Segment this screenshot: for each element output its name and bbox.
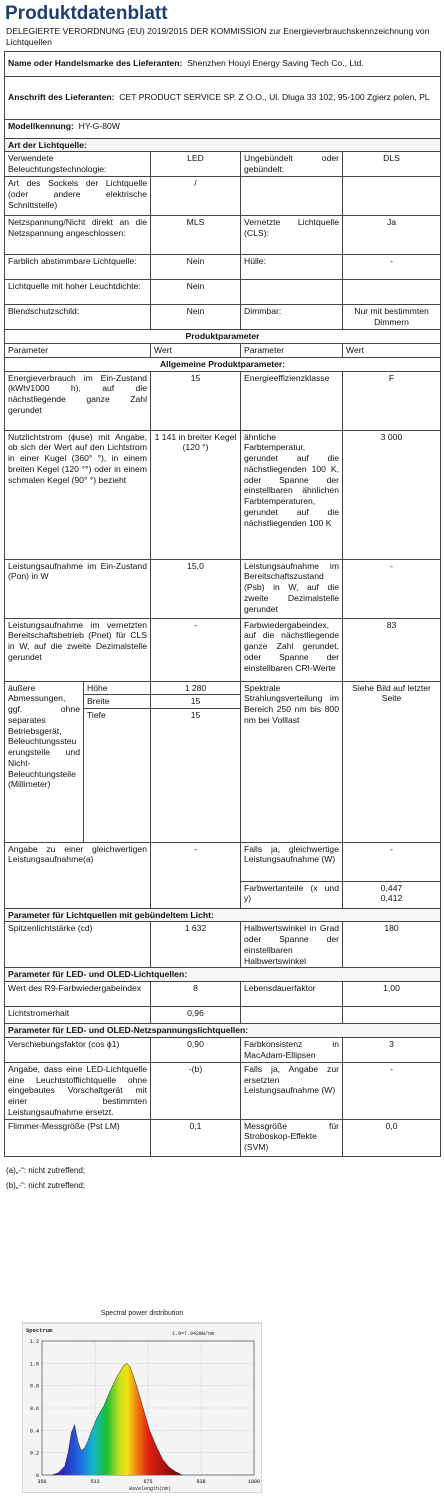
- table-row: [5, 559, 441, 618]
- general-params-header: Allgemeine Produktparameter:: [5, 357, 441, 371]
- param-value: 8: [151, 982, 241, 1007]
- param-value: 1 141 in breiter Kegel (120 °): [151, 430, 241, 559]
- model-label: Modellkennung:: [8, 120, 74, 131]
- led-header: Parameter für LED- und OLED-Lichtquellen:: [5, 968, 441, 982]
- param-value: 1 632: [151, 922, 241, 968]
- chart-annotation: 1.0=7.942mW/nm: [172, 1331, 215, 1337]
- param-label: [241, 177, 343, 216]
- param-label: Energieeffizienzklasse: [241, 371, 343, 430]
- model-value: HY-G-80W: [78, 120, 120, 131]
- param-label: Messgröße für Stroboskop-Effekte (SVM): [241, 1119, 343, 1156]
- param-label: Lichtstromerhalt: [5, 1007, 151, 1024]
- equivalent-value: -: [151, 842, 241, 908]
- type-section-header: Art der Lichtquelle:: [5, 138, 441, 152]
- table-row: [5, 177, 441, 216]
- depth-value: 15: [190, 710, 201, 721]
- chart-panel-label: Spectrum: [26, 1327, 53, 1334]
- param-value: [343, 280, 441, 305]
- param-value: 0,96: [151, 1007, 241, 1024]
- param-value: -: [343, 255, 441, 280]
- table-row: [5, 305, 441, 330]
- y-tick-label: 0: [35, 1473, 39, 1479]
- chart-title: Spectral power distribution: [100, 1310, 184, 1317]
- param-value: -: [343, 1062, 441, 1119]
- table-row: [5, 922, 441, 968]
- equivalent-label: Angabe zu einer gleichwertigen Leistungsaufnahme(a): [5, 842, 151, 908]
- param-label: Lebensdauerfaktor: [241, 982, 343, 1007]
- equivalent-value-2: -: [343, 842, 441, 881]
- height-value: 1 280: [151, 682, 240, 696]
- param-value: F: [343, 371, 441, 430]
- table-row: [5, 1007, 441, 1024]
- param-value: DLS: [343, 152, 441, 177]
- param-value: 0,90: [151, 1037, 241, 1062]
- footnotes: [6, 1163, 440, 1193]
- supplier-address-value: CET PRODUCT SERVICE SP. Z O.O., Ul. Dluga 33 102, 95-100 Zgierz polen, PL: [119, 92, 430, 103]
- param-value: Nein: [151, 255, 241, 280]
- param-label: Leistungsaufnahme im Bereitschaftszustand (Psb) in W, auf die zweite Dezimalstelle gerundet: [241, 559, 343, 618]
- directional-rows: [5, 922, 441, 968]
- supplier-name-value: Shenzhen Houyi Energy Saving Tech Co., Ltd.: [187, 58, 364, 69]
- param-value: Nein: [151, 305, 241, 330]
- led-rows: [5, 982, 441, 1024]
- x-tick-label: 350: [37, 1479, 47, 1485]
- equivalent-row: [5, 842, 441, 881]
- param-value: [343, 177, 441, 216]
- param-value: 15: [151, 371, 241, 430]
- param-label: Leistungsaufnahme im Ein-Zustand (Pon) in W: [5, 559, 151, 618]
- y-tick-label: 0.2: [29, 1450, 39, 1457]
- type-rows: [5, 152, 441, 330]
- table-row: [5, 430, 441, 559]
- dimensions-row: [5, 681, 441, 842]
- param-label: Falls ja, Angabe zur ersetzten Leistungsaufnahme (W): [241, 1062, 343, 1119]
- table-row: [5, 982, 441, 1007]
- footnote-a: (a)„-“: nicht zutreffend;: [6, 1165, 85, 1175]
- x-tick-label: 1000: [247, 1479, 261, 1485]
- param-value: -: [343, 559, 441, 618]
- x-tick-label: 675: [143, 1479, 153, 1485]
- data-sheet-table: [4, 51, 441, 1157]
- table-row: [5, 1037, 441, 1062]
- x-axis-label: Wavelength(nm): [128, 1486, 172, 1492]
- param-value: 0,1: [151, 1119, 241, 1156]
- chroma-y: 0,412: [380, 893, 403, 904]
- param-value: 0,0: [343, 1119, 441, 1156]
- param-value: Nur mit bestimmten Dimmern: [343, 305, 441, 330]
- y-tick-label: 0.8: [29, 1383, 39, 1390]
- chroma-label: Farbwertanteile (x und y): [241, 881, 343, 908]
- column-headers: Parameter Wert Parameter Wert: [5, 344, 441, 358]
- param-value: -(b): [151, 1062, 241, 1119]
- param-label: [241, 280, 343, 305]
- directional-header: Parameter für Lichtquellen mit gebündeltem Licht:: [5, 908, 441, 922]
- height-label: Höhe: [84, 682, 150, 696]
- equivalent-label-2: Falls ja, gleichwertige Leistungsaufnahme (W): [241, 842, 343, 881]
- supplier-address-row: [5, 76, 441, 119]
- depth-label: Tiefe: [87, 710, 106, 721]
- spectral-label: Spektrale Strahlungsverteilung im Bereich 250 nm bis 800 nm bei Volllast: [241, 681, 343, 842]
- param-value: Nein: [151, 280, 241, 305]
- table-row: [5, 1062, 441, 1119]
- width-label: Breite: [84, 695, 150, 709]
- param-value: 83: [343, 618, 441, 681]
- param-label: Hülle:: [241, 255, 343, 280]
- param-label: Energieverbrauch im Ein-Zustand (kWh/1000 h), auf die nächstliegende ganze Zahl gerundet: [5, 371, 151, 430]
- x-tick-label: 513: [90, 1479, 100, 1485]
- page-title: Produktdatenblatt: [5, 3, 168, 24]
- param-label: Halbwertswinkel in Grad oder Spanne der einstellbaren Halbwertswinkel: [241, 922, 343, 968]
- param-value: 180: [343, 922, 441, 968]
- param-label: Spitzenlichtstärke (cd): [5, 922, 151, 968]
- general-rows: [5, 371, 441, 681]
- param-value: -: [151, 618, 241, 681]
- table-row: [5, 280, 441, 305]
- y-tick-label: 1.2: [29, 1339, 39, 1345]
- product-data-sheet: [4, 0, 440, 1193]
- spectrum-chart: [22, 1303, 262, 1493]
- param-label: [241, 1007, 343, 1024]
- param-label: Ungebündelt oder gebündelt:: [241, 152, 343, 177]
- param-value: 15,0: [151, 559, 241, 618]
- spectral-value: Siehe Bild auf letzter Seite: [343, 681, 441, 842]
- param-label: Lichtquelle mit hoher Leuchtdichte:: [5, 280, 151, 305]
- param-label: Wert des R9-Farbwiedergabeindex: [5, 982, 151, 1007]
- param-label: Farbwiedergabeindex, auf die nächstliegende ganze Zahl gerundet, oder Spanne der einstellbaren CRI-Werte: [241, 618, 343, 681]
- footnote-b: (b)„-“: nicht zutreffend;: [6, 1180, 85, 1190]
- param-label: Farblich abstimmbare Lichtquelle:: [5, 255, 151, 280]
- param-label: Angabe, dass eine LED-Lichtquelle eine Leuchtstofflichtquelle ohne eingebautes Vorschaltgerät mit einer bestimmten Leistungsaufnahme ersetzt.: [5, 1062, 151, 1119]
- param-label: ähnliche Farbtemperatur, gerundet auf die nächstliegenden 100 K, oder Spanne der einstellbaren ähnlichen Farbtemperaturen, gerundet auf die nächstliegenden 100 K: [241, 430, 343, 559]
- y-tick-label: 0.6: [29, 1406, 39, 1412]
- y-tick-label: 1.0: [29, 1361, 39, 1368]
- param-label: Netzspannung/Nicht direkt an die Netzspannung angeschlossen:: [5, 216, 151, 255]
- param-label: Leistungsaufnahme im vernetzten Bereitschaftsbetrieb (Pnet) für CLS in W, auf die zweite Dezimalstelle gerundet: [5, 618, 151, 681]
- param-label: Dimmbar:: [241, 305, 343, 330]
- table-row: [5, 152, 441, 177]
- param-value: 3: [343, 1037, 441, 1062]
- table-row: [5, 1119, 441, 1156]
- param-value: MLS: [151, 216, 241, 255]
- param-value: Ja: [343, 216, 441, 255]
- table-row: [5, 255, 441, 280]
- param-value: 1,00: [343, 982, 441, 1007]
- param-label: Art des Sockels der Lichtquelle (oder andere elektrische Schnittstelle): [5, 177, 151, 216]
- param-value: [343, 1007, 441, 1024]
- led-mains-rows: [5, 1037, 441, 1156]
- x-tick-label: 838: [196, 1479, 206, 1485]
- y-tick-label: 0.4: [29, 1428, 39, 1435]
- chroma-x: 0,447: [380, 882, 403, 893]
- param-label: Blendschutzschild:: [5, 305, 151, 330]
- table-row: [5, 371, 441, 430]
- product-params-header: Produktparameter: [5, 330, 441, 344]
- param-label: Nutzlichtstrom (ϕuse) mit Angabe, ob sich der Wert auf den Lichtstrom in einer Kugel (360° °), in einem breiten Kegel (120 °°) oder in einem schmalen Kegel (90° °) bezieht: [5, 430, 151, 559]
- table-row: [5, 216, 441, 255]
- supplier-name-row: [5, 51, 441, 76]
- dimensions-label: äußere Abmessungen, ggf. ohne separates Betriebsgerät, Beleuchtungssteuerungsteile und Nicht-Beleuchtungsteile (Millimeter): [5, 682, 84, 842]
- param-label: Verschiebungsfaktor (cos ϕ1): [5, 1037, 151, 1062]
- led-mains-header: Parameter für LED- und OLED-Netzspannungslichtquellen:: [5, 1024, 441, 1038]
- param-label: Flimmer-Messgröße (Pst LM): [5, 1119, 151, 1156]
- param-label: Vernetzte Lichtquelle (CLS):: [241, 216, 343, 255]
- param-value: /: [151, 177, 241, 216]
- width-value: 15: [151, 695, 240, 709]
- param-label: Farbkonsistenz in MacAdam-Ellipsen: [241, 1037, 343, 1062]
- model-row: [5, 119, 441, 138]
- table-row: [5, 618, 441, 681]
- param-label: Verwendete Beleuchtungstechnologie:: [5, 152, 151, 177]
- param-value: 3 000: [343, 430, 441, 559]
- param-value: LED: [151, 152, 241, 177]
- supplier-address-label: Anschrift des Lieferanten:: [8, 92, 115, 103]
- supplier-name-label: Name oder Handelsmarke des Lieferanten:: [8, 58, 183, 69]
- regulation-text: DELEGIERTE VERORDNUNG (EU) 2019/2015 DER KOMMISSION zur Energieverbrauchskennzeichnung von Lichtquellen: [6, 25, 430, 47]
